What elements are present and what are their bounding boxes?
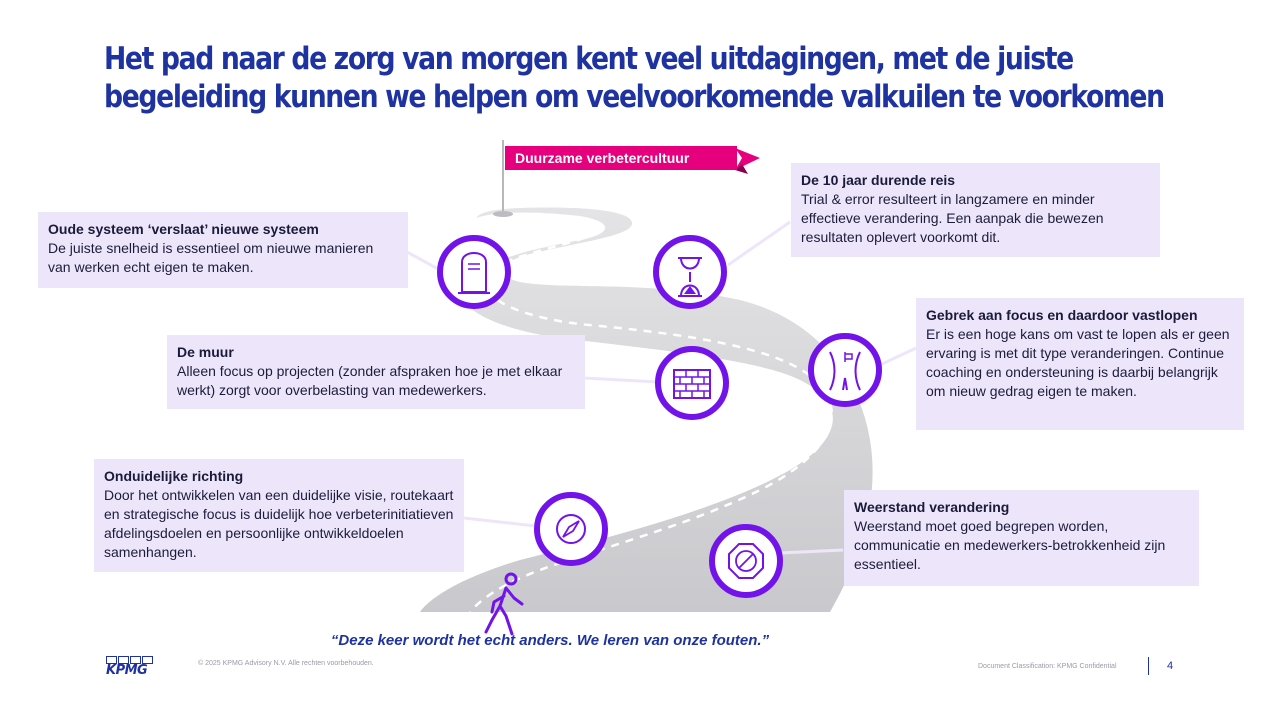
challenge-text: Trial & error resulteert in langzamere en minder effectieve verandering. Een aanpak die bewezen resultaten oplevert voorkomt dit. xyxy=(801,191,1104,245)
challenge-title: De 10 jaar durende reis xyxy=(801,172,956,188)
page-number-divider xyxy=(1148,657,1149,675)
title-line-1: Het pad naar de zorg van morgen kent veel uitdagingen, met de juiste xyxy=(104,41,1073,77)
page-number: 4 xyxy=(1167,660,1174,672)
challenge-title: Oude systeem ‘verslaat’ nieuwe systeem xyxy=(48,221,319,237)
challenge-title: Weerstand verandering xyxy=(854,499,1010,515)
kpmg-logo-text: KPMG xyxy=(106,663,148,678)
tombstone-icon xyxy=(440,238,508,306)
challenge-text: Door het ontwikkelen van een duidelijke visie, routekaart en strategische focus is duidelijk hoe verbeterinitiatieven afdelingsdoelen en persoonlijke ontwikkeldoelen samenhangen. xyxy=(104,487,454,560)
challenge-text: Alleen focus op projecten (zonder afspraken hoe je met elkaar werkt) zorgt voor overbelasting van medewerkers. xyxy=(177,363,563,398)
challenge-title: Onduidelijke richting xyxy=(104,468,244,484)
title-line-2: begeleiding kunnen we helpen om veelvoorkomende valkuilen te voorkomen xyxy=(104,79,1164,115)
stop-sign-icon xyxy=(712,527,780,595)
walking-person-icon xyxy=(486,574,522,634)
challenge-text: De juiste snelheid is essentieel om nieuwe manieren van werken echt eigen te maken. xyxy=(48,240,374,275)
classification-text: Document Classification: KPMG Confidential xyxy=(978,663,1117,670)
challenge-text: Er is een hoge kans om vast te lopen als er geen ervaring is met dit type veranderingen. Continue coaching en ondersteuning is daarbij belangrijk om nieuw gedrag eigen te maken. xyxy=(926,326,1230,399)
challenge-title: Gebrek aan focus en daardoor vastlopen xyxy=(926,307,1198,323)
forked-road-icon xyxy=(811,336,879,404)
kpmg-logo xyxy=(106,656,156,678)
compass-icon xyxy=(537,495,605,563)
hourglass-icon xyxy=(656,238,724,306)
brick-wall-icon xyxy=(658,349,726,417)
challenge-text: Weerstand moet goed begrepen worden, communicatie en medewerkers-betrokkenheid zijn essentieel. xyxy=(854,518,1166,572)
goal-flag: Duurzame verbetercultuur xyxy=(505,146,737,170)
copyright-text: © 2025 KPMG Advisory N.V. Alle rechten voorbehouden. xyxy=(198,660,374,667)
challenge-title: De muur xyxy=(177,344,234,360)
quote-text: “Deze keer wordt het echt anders. We leren van onze fouten.” xyxy=(330,632,770,649)
